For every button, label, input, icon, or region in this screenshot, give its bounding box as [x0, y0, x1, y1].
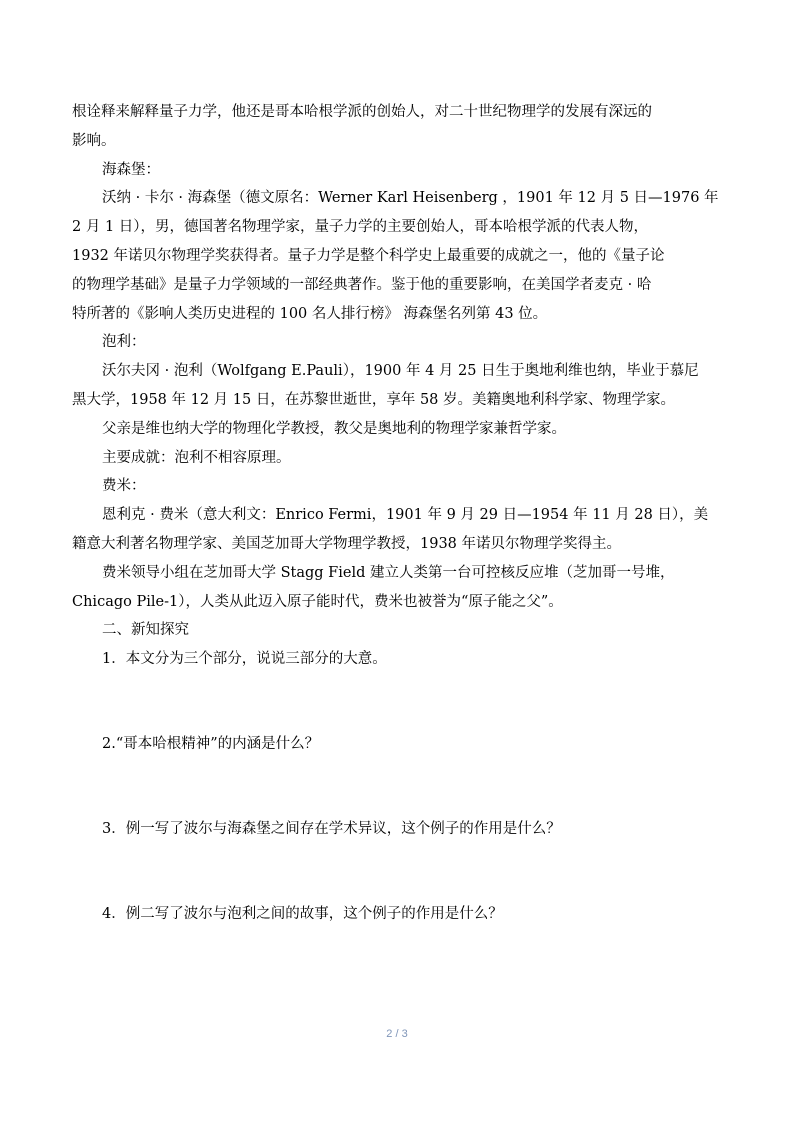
- pauli-text-line-2: 黑大学，1958 年 12 月 15 日，在苏黎世逝世，享年 58 岁。美籍奥地利科学家、物理学家。: [72, 391, 676, 408]
- question-4: 4．例二写了波尔与泡利之间的故事，这个例子的作用是什么？: [102, 905, 503, 922]
- question-1: 1．本文分为三个部分，说说三部分的大意。: [102, 651, 387, 668]
- heisenberg-text-line-5: 特所著的《影响人类历史进程的 100 名人排行榜》 海森堡名列第 43 位。: [72, 305, 548, 322]
- page-number: 2 / 3: [386, 1028, 408, 1040]
- answer-space-3: [72, 844, 722, 900]
- heisenberg-text-line-1: 沃纳 · 卡尔 · 海森堡（德文原名：Werner Karl Heisenberg ，1901 年 12 月 5 日—1976 年: [102, 190, 719, 207]
- bohr-text-line-1: 根诠释来解释量子力学，他还是哥本哈根学派的创始人，对二十世纪物理学的发展有深远的: [72, 104, 652, 120]
- question-2: 2.“哥本哈根精神”的内涵是什么？: [102, 735, 320, 752]
- page-content: [72, 98, 722, 928]
- fermi-text-line-2: 籍意大利著名物理学家、美国芝加哥大学物理学教授，1938 年诺贝尔物理学奖得主。: [72, 535, 622, 552]
- fermi-heading: 费米：: [102, 478, 146, 495]
- bohr-text-line-2: 影响。: [72, 132, 116, 149]
- answer-space-1: [72, 674, 722, 730]
- heisenberg-text-line-3: 1932 年诺贝尔物理学奖获得者。量子力学是整个科学史上最重要的成就之一，他的《量子论: [72, 247, 665, 264]
- heisenberg-text-line-4: 的物理学基础》是量子力学领域的一部经典著作。鉴于他的重要影响，在美国学者麦克 · 哈: [72, 276, 652, 293]
- fermi-reactor-line-2: Chicago Pile-1），人类从此迈入原子能时代，费米也被誉为“原子能之父”。: [72, 593, 563, 610]
- fermi-text-line-1: 恩利克 · 费米（意大利文：Enrico Fermi，1901 年 9 月 29 日—1954 年 11 月 28 日），美: [102, 507, 709, 524]
- pauli-heading: 泡利：: [102, 334, 146, 351]
- fermi-reactor-line-1: 费米领导小组在芝加哥大学 Stagg Field 建立人类第一台可控核反应堆（芝加哥一号堆，: [102, 564, 675, 581]
- heisenberg-heading: 海森堡：: [102, 161, 160, 178]
- pauli-achievement-text: 主要成就：泡利不相容原理。: [102, 449, 291, 466]
- pauli-father-text: 父亲是维也纳大学的物理化学教授，教父是奥地利的物理学家兼哲学家。: [102, 420, 566, 437]
- heisenberg-text-line-2: 2 月 1 日），男，德国著名物理学家，量子力学的主要创始人，哥本哈根学派的代表人物，: [72, 219, 649, 236]
- question-3: 3．例一写了波尔与海森堡之间存在学术异议，这个例子的作用是什么？: [102, 820, 561, 837]
- section-title: 二、新知探究: [102, 622, 189, 639]
- pauli-text-line-1: 沃尔夫冈 · 泡利（Wolfgang E.Pauli），1900 年 4 月 25 日生于奥地利维也纳，毕业于慕尼: [102, 363, 699, 380]
- answer-space-2: [72, 759, 722, 815]
